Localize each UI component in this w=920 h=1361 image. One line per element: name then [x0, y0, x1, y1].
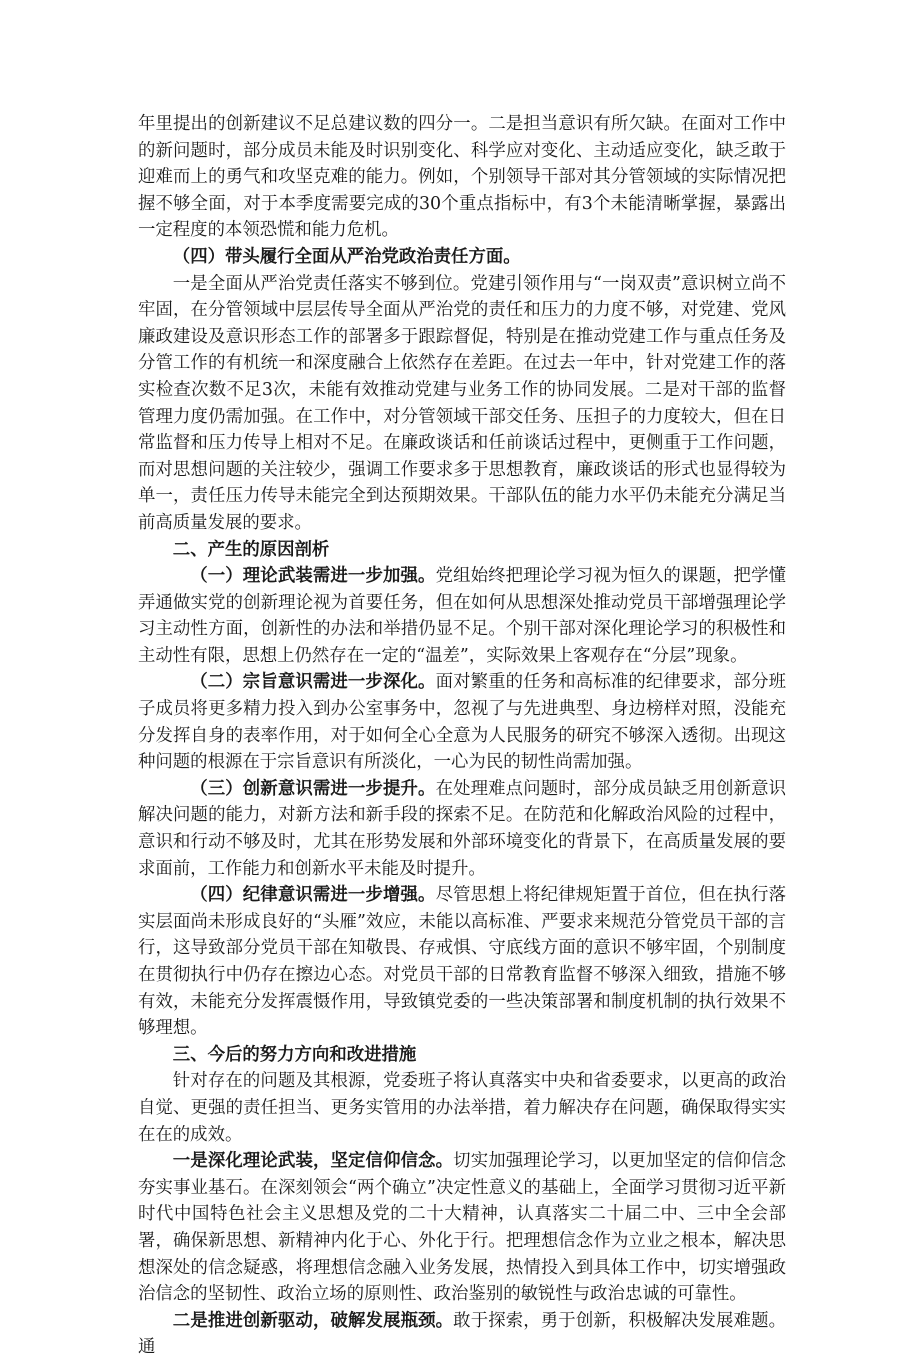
- subheading-party-governance: （四）带头履行全面从严治党政治责任方面。: [172, 246, 521, 267]
- paragraph-measure-theory: [138, 1148, 786, 1308]
- paragraph-discipline-body: 尽管思想上将纪律规矩置于首位，但在执行落实层面尚未形成良好的“头雁”效应，未能以高标准、严要求来规范分管党员干部的言行，这导致部分党员干部在知敬畏、存戒惧、守底线方面的意识不够牢固，个别制度在贯彻执行中仍存在擦边心态。对党员干部的日常教育监督不够深入细致，措施不够有效，未能充分发挥震慑作用，导致镇党委的一些决策部署和制度机制的执行效果不够理想。: [138, 885, 786, 1039]
- paragraph-theory-body: 党组始终把理论学习视为恒久的课题，把学懂弄通做实党的创新理论视为首要任务，但在如何从思想深处推动党员干部增强理论学习主动性方面，创新性的办法和举措仍显不足。个别干部对深化理论学习的积极性和主动性有限，思想上仍然存在一定的“温差”，实际效果上客观存在“分层”现象。: [138, 566, 786, 666]
- paragraph-purpose: [138, 669, 786, 775]
- paragraph-innovation-body: 在处理难点问题时，部分成员缺乏用创新意识解决问题的能力，对新方法和新手段的探索不足。在防范和化解政治风险的过程中，意识和行动不够及时，尤其在形势发展和外部环境变化的背景下，在高质量发展的要求面前，工作能力和创新水平未能及时提升。: [138, 778, 786, 879]
- paragraph-purpose-title: （二）宗旨意识需进一步深化。: [190, 672, 436, 693]
- paragraph-innovation: [138, 776, 786, 882]
- section-heading-improvement: 三、今后的努力方向和改进措施: [172, 1044, 417, 1065]
- paragraph-theory: [138, 563, 786, 669]
- paragraph-party-governance: 一是全面从严治党责任落实不够到位。党建引领作用与“一岗双责”意识树立尚不牢固，在分管领域中层层传导全面从严治党的责任和压力的力度不够，对党建、党风廉政建设及意识形态工作的部署多于跟踪督促，特别是在推动党建工作与重点任务及分管工作的有机统一和深度融合上依然存在差距。在过去一年中，针对党建工作的落实检查次数不足3次，未能有效推动党建与业务工作的协同发展。二是对干部的监督管理力度仍需加强。在工作中，对分管领域干部交任务、压担子的力度较大，但在日常监督和压力传导上相对不足。在廉政谈话和任前谈话过程中，更侧重于工作问题，而对思想问题的关注较少，强调工作要求多于思想教育，廉政谈话的形式也显得较为单一，责任压力传导未能完全到达预期效果。干部队伍的能力水平仍未能充分满足当前高质量发展的要求。: [138, 273, 786, 533]
- paragraph-measure-theory-body: 切实加强理论学习，以更加坚定的信仰信念夯实事业基石。在深刻领会“两个确立”决定性意义的基础上，全面学习贯彻习近平新时代中国特色社会主义思想及党的二十大精神，认真落实二十届二中、三中全会部署，确保新思想、新精神内化于心、外化于行。把理想信念作为立业之根本，解决思想深处的信念疑惑，将理想信念融入业务发展，热情投入到具体工作中，切实增强政治信念的坚韧性、政治立场的原则性、政治鉴别的敏锐性与政治忠诚的可靠性。: [138, 1151, 786, 1305]
- section-heading-cause-analysis: 二、产生的原因剖析: [172, 539, 330, 560]
- document-page: [138, 111, 786, 1361]
- paragraph-measure-innovation: [138, 1308, 786, 1361]
- paragraph-purpose-body: 面对繁重的任务和高标准的纪律要求，部分班子成员将更多精力投入到办公室事务中，忽视了与先进典型、身边榜样对照，没能充分发挥自身的表率作用，对于如何全心全意为人民服务的研究不够深入透彻。出现这种问题的根源在于宗旨意识有所淡化，一心为民的韧性尚需加强。: [138, 672, 786, 773]
- paragraph-measure-theory-title: 一是深化理论武装，坚定信仰信念。: [172, 1151, 454, 1172]
- paragraph-measure-innovation-title: 二是推进创新驱动，破解发展瓶颈。: [172, 1310, 454, 1331]
- paragraph-theory-title: （一）理论武装需进一步加强。: [190, 566, 436, 587]
- paragraph-discipline-title: （四）纪律意识需进一步增强。: [190, 885, 436, 906]
- paragraph-measure-innovation-body: 敢于探索，勇于创新，积极解决发展难题。通: [138, 1310, 786, 1358]
- paragraph-discipline: [138, 882, 786, 1042]
- paragraph-continuation: 年里提出的创新建议不足总建议数的四分一。二是担当意识有所欠缺。在面对工作中的新问题时，部分成员未能及时识别变化、科学应对变化、主动适应变化，缺乏敢于迎难而上的勇气和攻坚克难的能力。例如，个别领导干部对其分管领域的实际情况把握不够全面，对于本季度需要完成的30个重点指标中，有3个未能清晰掌握，暴露出一定程度的本领恐慌和能力危机。: [138, 114, 786, 241]
- paragraph-innovation-title: （三）创新意识需进一步提升。: [190, 778, 436, 799]
- paragraph-improvement-intro: 针对存在的问题及其根源，党委班子将认真落实中央和省委要求，以更高的政治自觉、更强的责任担当、更务实管用的办法举措，着力解决存在问题，确保取得实实在在的成效。: [138, 1071, 786, 1145]
